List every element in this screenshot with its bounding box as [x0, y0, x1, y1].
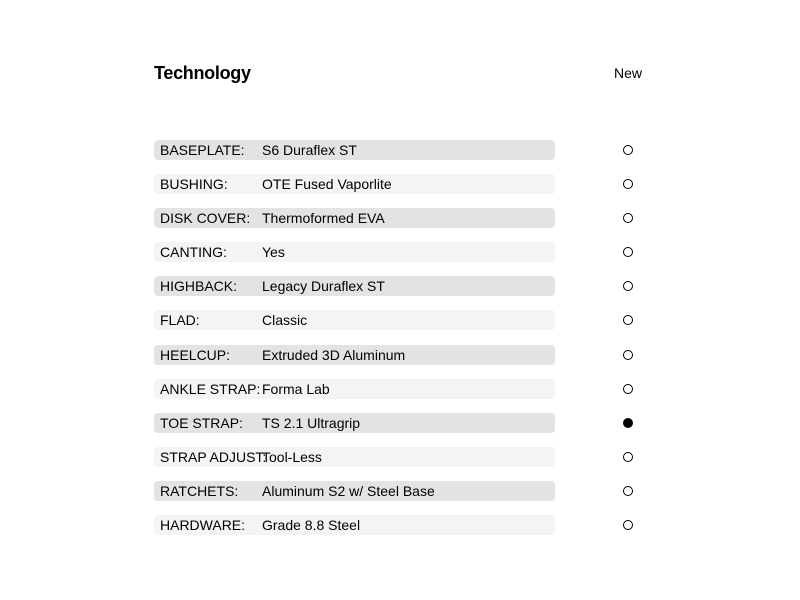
spec-label: HARDWARE: [160, 517, 246, 534]
spec-row-bushing [154, 174, 644, 194]
section-title: Technology [154, 63, 251, 83]
spec-label: FLAD: [160, 312, 200, 329]
spec-value: Thermoformed EVA [262, 210, 385, 227]
radio-button[interactable] [623, 452, 633, 462]
radio-button[interactable] [623, 384, 633, 394]
spec-label: RATCHETS: [160, 482, 239, 499]
spec-value: Forma Lab [262, 380, 330, 397]
spec-value: Legacy Duraflex ST [262, 278, 385, 295]
radio-button[interactable] [623, 315, 633, 325]
spec-row-canting [154, 242, 644, 262]
spec-label: HIGHBACK: [160, 278, 238, 295]
spec-row-highback [154, 276, 644, 296]
spec-row-hardware [154, 515, 644, 535]
radio-button[interactable] [623, 486, 633, 496]
spec-row-heelcup [154, 345, 644, 365]
spec-label: DISK COVER: [160, 210, 251, 227]
spec-row-baseplate [154, 140, 644, 160]
radio-button[interactable] [623, 247, 633, 257]
radio-button[interactable] [623, 418, 633, 428]
spec-row-ankle-strap [154, 379, 644, 399]
spec-value: Tool-Less [262, 448, 322, 465]
row-background [154, 310, 555, 330]
spec-row-toe-strap [154, 413, 644, 433]
spec-row-strap-adjust [154, 447, 644, 467]
radio-button[interactable] [623, 179, 633, 189]
spec-label: BASEPLATE: [160, 142, 245, 158]
spec-row-flad [154, 310, 644, 330]
spec-value: S6 Duraflex ST [262, 142, 357, 158]
radio-button[interactable] [623, 520, 633, 530]
spec-row-ratchets [154, 481, 644, 501]
column-header-new: New [613, 65, 642, 81]
spec-label: STRAP ADJUST: [160, 448, 267, 465]
spec-label: HEELCUP: [160, 346, 231, 363]
spec-row-disk-cover [154, 208, 644, 228]
spec-value: Grade 8.8 Steel [262, 517, 361, 534]
spec-value: Yes [262, 244, 285, 261]
spec-value: Classic [262, 312, 308, 329]
spec-value: Aluminum S2 w/ Steel Base [262, 482, 435, 499]
spec-value: TS 2.1 Ultragrip [262, 414, 361, 431]
spec-value: OTE Fused Vaporlite [262, 176, 392, 193]
radio-button[interactable] [623, 350, 633, 360]
spec-label: ANKLE STRAP: [160, 380, 261, 397]
radio-button[interactable] [623, 213, 633, 223]
spec-value: Extruded 3D Aluminum [262, 346, 406, 363]
radio-button[interactable] [623, 145, 633, 155]
spec-label: BUSHING: [160, 176, 228, 193]
spec-label: CANTING: [160, 244, 227, 261]
spec-label: TOE STRAP: [160, 414, 243, 431]
spec-list [154, 140, 644, 549]
radio-button[interactable] [623, 281, 633, 291]
